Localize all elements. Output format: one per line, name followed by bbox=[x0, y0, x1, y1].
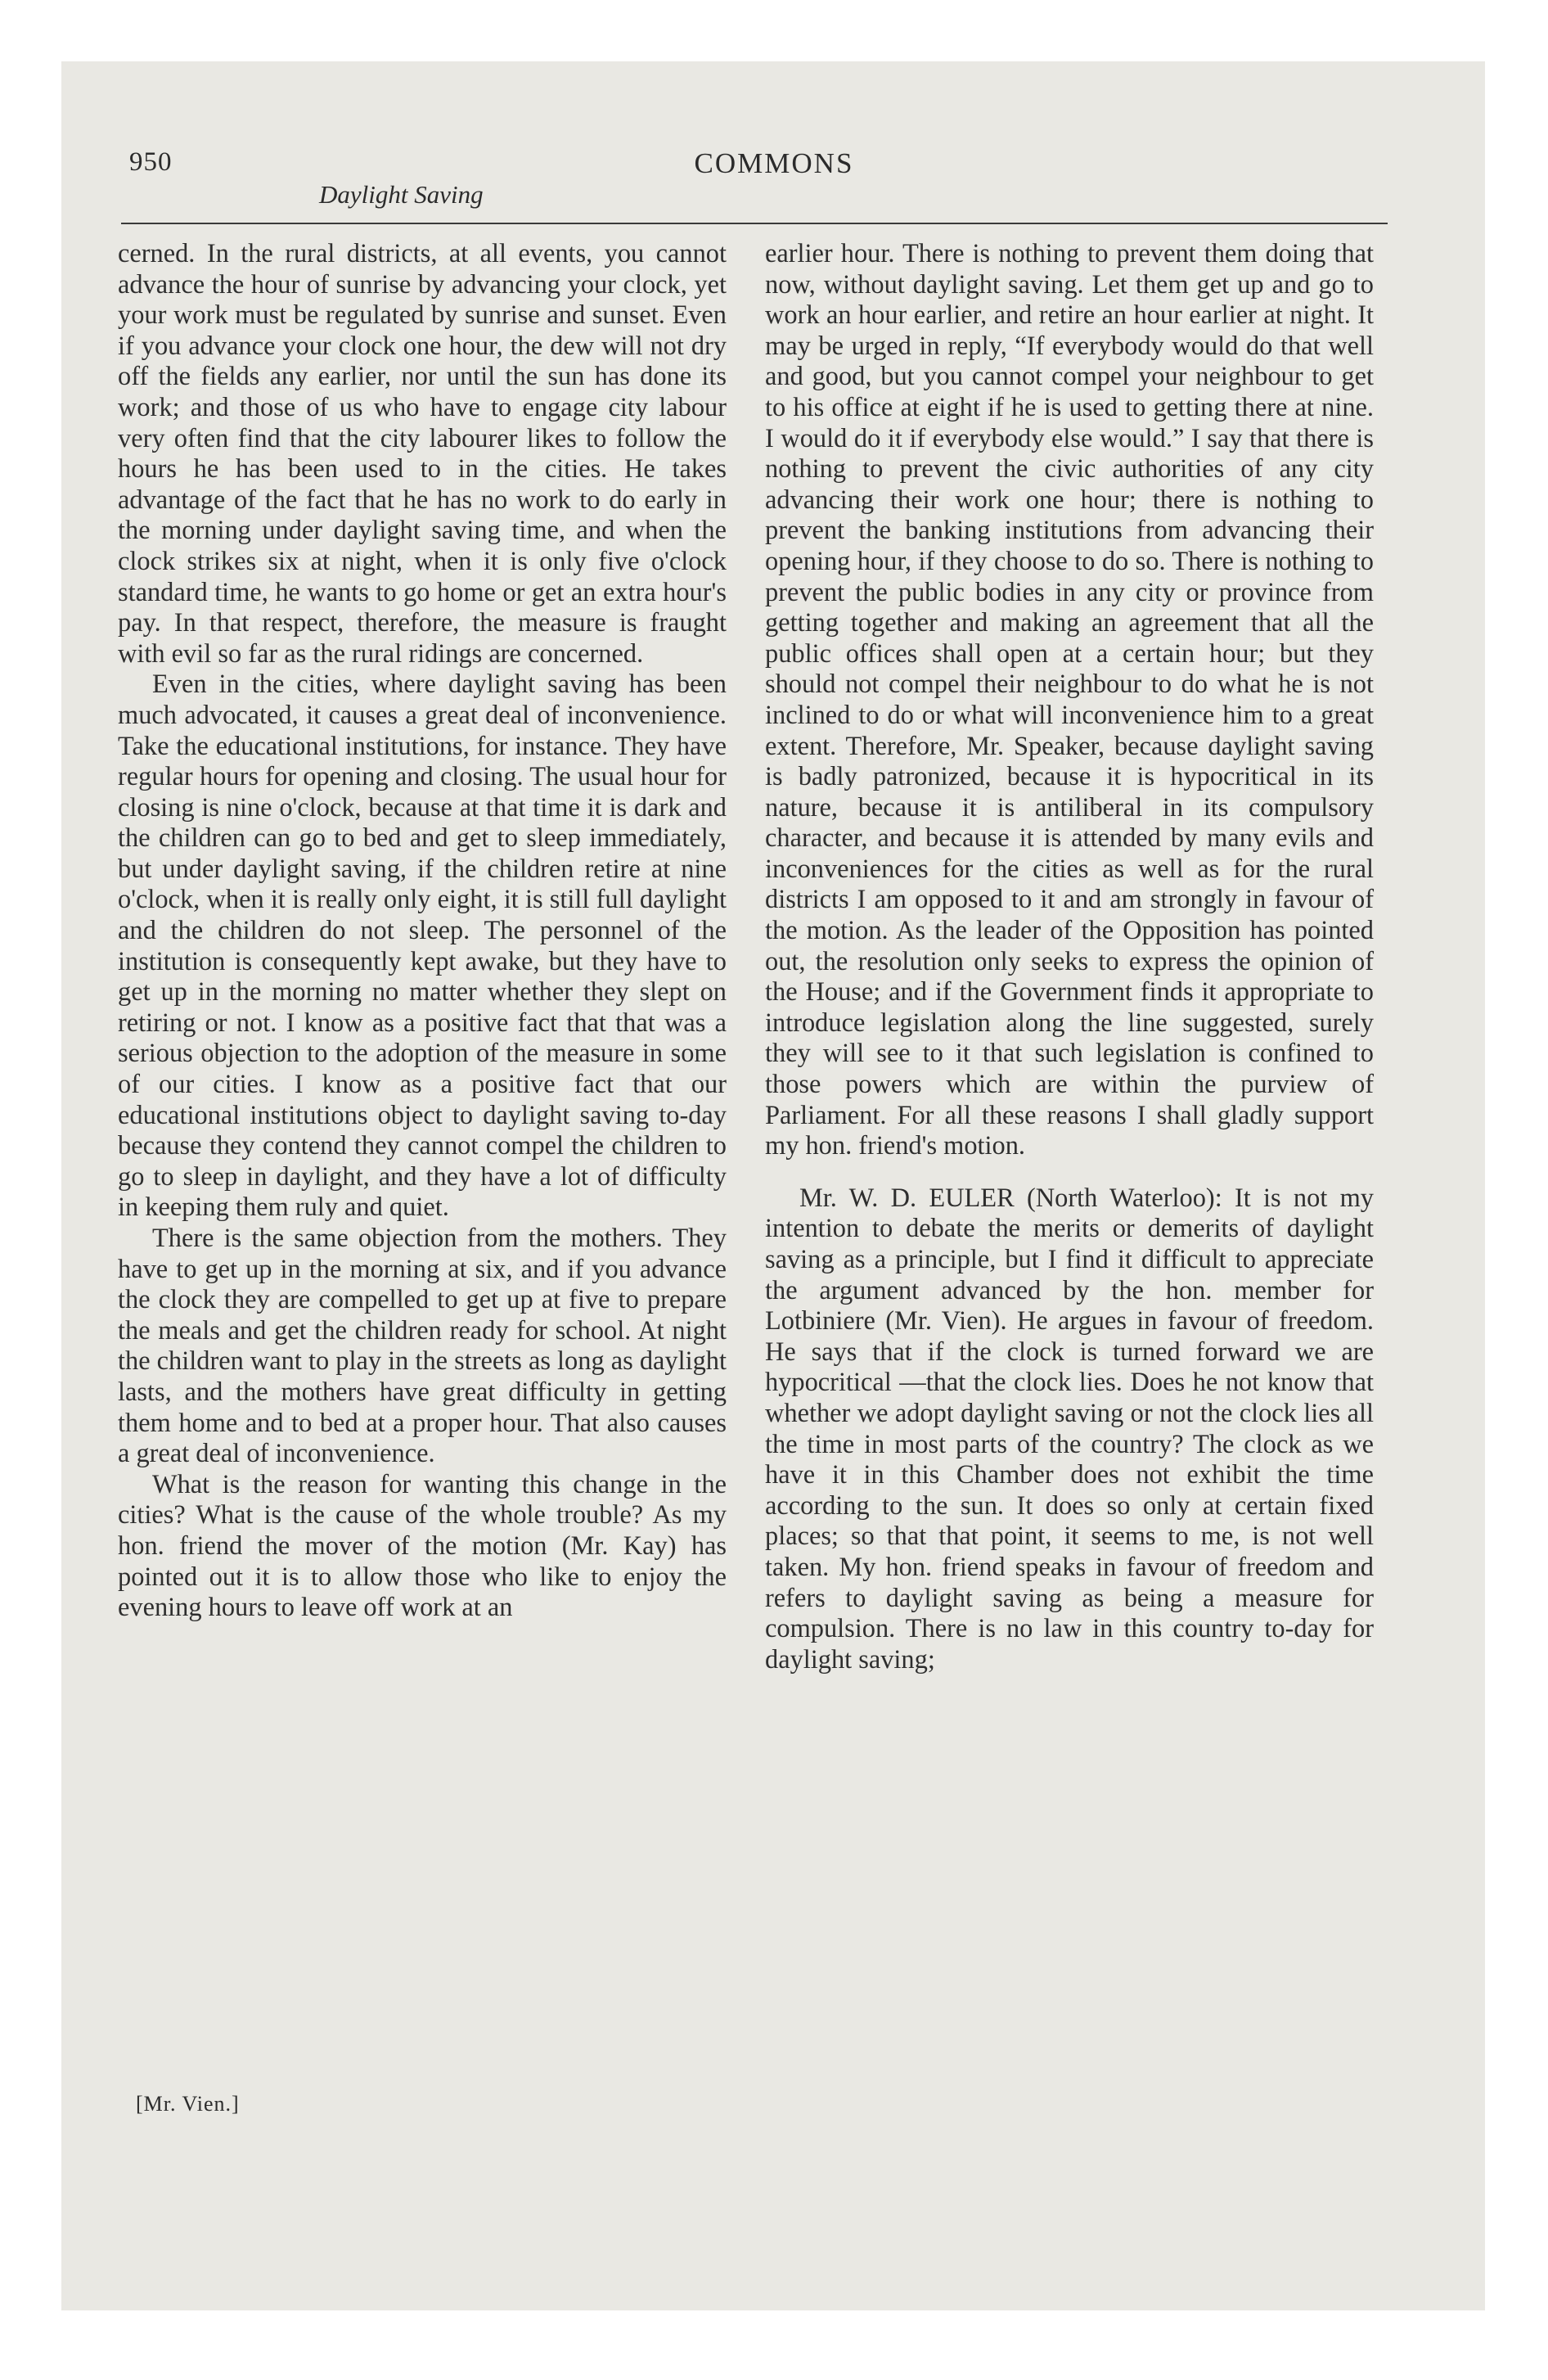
paragraph: There is the same objection from the mothers. They have to get up in the morning at six, and if you advance the clock they are compelled to get up at five to prepare the meals and get the children ready for school. At night the children want to play in the streets as long as daylight lasts, and the mothers have great difficulty in getting them home and to bed at a proper hour. That also causes a great deal of inconvenience. bbox=[118, 1224, 727, 1469]
speech-paragraph: Mr. W. D. EULER (North Waterloo): It is not my intention to debate the merits or demerits of daylight saving as a principle, but I find it difficult to appreciate the argument advanced by the hon. member for Lotbiniere (Mr. Vien). He argues in favour of freedom. He says that if the clock is turned forward we are hypocritical —that the clock lies. Does he not know that whether we adopt daylight saving or not the clock lies all the time in most parts of the country? The clock as we have it in this Chamber does not exhibit the time according to the sun. It does so only at certain fixed places; so that that point, it seems to me, is not well taken. My hon. friend speaks in favour of freedom and refers to daylight saving as being a measure for compulsion. There is no law in this country to-day for daylight saving; bbox=[765, 1183, 1374, 1675]
paragraph: earlier hour. There is nothing to prevent them doing that now, without daylight saving. Let them get up and go to work an hour earlier, and retire an hour earlier at night. It may be urged in reply, “If everybody would do that well and good, but you cannot compel your neighbour to get to his office at eight if he is used to getting there at nine. I would do it if everybody else would.” I say that there is nothing to prevent the civic authorities of any city advancing their work one hour; there is nothing to prevent the banking institutions from advancing their opening hour, if they choose to do so. There is nothing to prevent the public bodies in any city or province from getting together and making an agreement that all the public offices shall open at a certain hour; but they should not compel their neighbour to do what he is not inclined to do or what will inconvenience him to a great extent. Therefore, Mr. Speaker, because daylight saving is badly patronized, because it is hypocritical in its nature, because it is antiliberal in its compulsory character, and because it is attended by many evils and inconveniences for the cities as well as for the rural districts I am opposed to it and am strongly in favour of the motion. As the leader of the Opposition has pointed out, the resolution only seeks to express the opinion of the House; and if the Government finds it appropriate to introduce legislation along the line suggested, surely they will see to it that such legislation is confined to those powers which are within the purview of Parliament. For all these reasons I shall gladly support my hon. friend's motion. bbox=[765, 239, 1374, 1161]
paragraph: What is the reason for wanting this change in the cities? What is the cause of the whole trouble? As my hon. friend the mover of the motion (Mr. Kay) has pointed out it is to allow those who like to enjoy the evening hours to leave off work at an bbox=[118, 1469, 727, 1623]
header-rule bbox=[121, 223, 1388, 224]
page-number: 950 bbox=[129, 147, 173, 177]
left-column bbox=[118, 239, 727, 1624]
paragraph: cerned. In the rural districts, at all events, you cannot advance the hour of sunrise by advancing your clock, yet your work must be regulated by sunrise and sunset. Even if you advance your clock one hour, the dew will not dry off the fields any earlier, nor until the sun has done its work; and those of us who have to engage city labour very often find that the city labourer likes to follow the hours he has been used to in the cities. He takes advantage of the fact that he has no work to do early in the morning under daylight saving time, and when the clock strikes six at night, when it is only five o'clock standard time, he wants to go home or get an extra hour's pay. In that respect, therefore, the measure is fraught with evil so far as the rural ridings are concerned. bbox=[118, 239, 727, 669]
speaker-footer: [Mr. Vien.] bbox=[136, 2092, 240, 2116]
running-head-title: COMMONS bbox=[694, 147, 854, 179]
right-column bbox=[765, 239, 1374, 1675]
paragraph: Even in the cities, where daylight saving has been much advocated, it causes a great deal of inconvenience. Take the educational institutions, for instance. They have regular hours for opening and closing. The usual hour for closing is nine o'clock, because at that time it is dark and the children can go to bed and get to sleep immediately, but under daylight saving, if the children retire at nine o'clock, when it is really only eight, it is still full daylight and the children do not sleep. The personnel of the institution is consequently kept awake, but they have to get up in the morning no matter whether they slept on retiring or not. I know as a positive fact that that was a serious objection to the adoption of the measure in some of our cities. I know as a positive fact that our educational institutions object to daylight saving to-day because they contend they cannot compel the children to go to sleep in daylight, and they have a lot of difficulty in keeping them ruly and quiet. bbox=[118, 669, 727, 1223]
section-title: Daylight Saving bbox=[319, 180, 484, 209]
